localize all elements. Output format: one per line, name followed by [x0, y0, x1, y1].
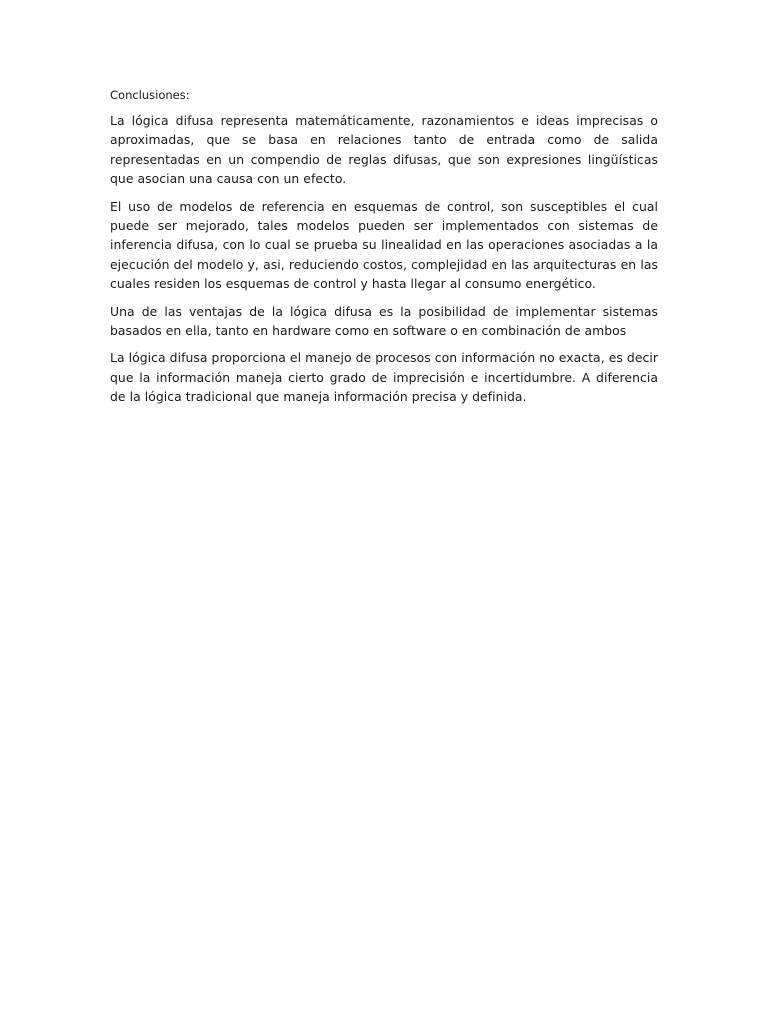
section-heading: Conclusiones:	[110, 88, 190, 102]
document-body	[110, 86, 658, 415]
paragraph-2: El uso de modelos de referencia en esquemas de control, son susceptibles el cual puede ser mejorado, tales modelos pueden ser implementados con sistemas de inferencia difusa, con lo cual se prueba su linealidad en las operaciones asociadas a la ejecución del modelo y, asi, reduciendo costos, complejidad en las arquitecturas en las cuales residen los esquemas de control y hasta llegar al consumo energético.	[110, 198, 658, 292]
paragraph-1: La lógica difusa representa matemáticamente, razonamientos e ideas imprecisas o aproximadas, que se basa en relaciones tanto de entrada como de salida representadas en un compendio de reglas difusas, que son expresiones lingüísticas que asocian una causa con un efecto.	[110, 113, 658, 187]
paragraph-3: Una de las ventajas de la lógica difusa es la posibilidad de implementar sistemas basados en ella, tanto en hardware como en software o en combinación de ambos	[110, 303, 658, 339]
paragraph-4: La lógica difusa proporciona el manejo de procesos con información no exacta, es decir que la información maneja cierto grado de imprecisión e incertidumbre. A diferencia de la lógica tradicional que maneja información precisa y definida.	[110, 350, 658, 405]
